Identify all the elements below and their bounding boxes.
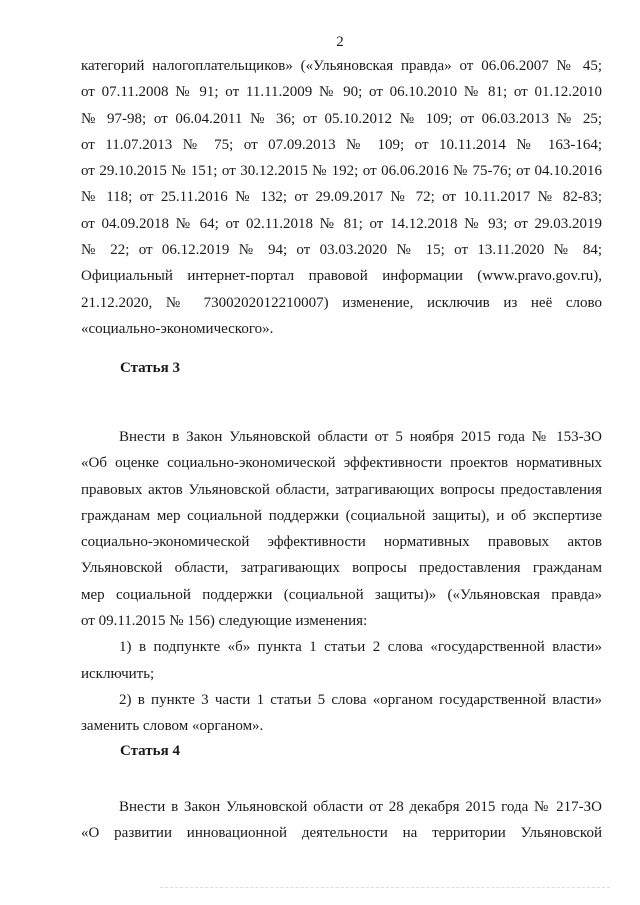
text-line: социально-экономической эффективности нормативных правовых актов [81, 534, 602, 551]
paragraph-amendment-article-2 [81, 53, 602, 342]
text-line: № 22; от 06.12.2019 № 94; от 03.03.2020 № 15; от 13.11.2020 № 84; [81, 242, 602, 259]
text-line: Внести в Закон Ульяновской области от 28 декабря 2015 года № 217-ЗО [119, 799, 602, 815]
text-line: мер социальной поддержки (социальной защиты)» («Ульяновская правда» [81, 586, 602, 603]
text-line: 2) в пункте 3 части 1 статьи 5 слова «органом государственной власти» [119, 691, 602, 708]
article-3-body [81, 424, 602, 740]
text-line: № 97-98; от 06.04.2011 № 36; от 05.10.2012 № 109; от 06.03.2013 № 25; [81, 110, 602, 127]
text-line: «социально-экономического». [81, 320, 274, 337]
text-line: Ульяновской области, затрагивающих вопросы предоставления гражданам [81, 560, 602, 577]
page-number: 2 [336, 34, 344, 50]
article-4-heading: Статья 4 [120, 743, 180, 759]
article-3-heading: Статья 3 [120, 360, 180, 376]
text-line: 1) в подпункте «б» пункта 1 статьи 2 слова «государственной власти» [119, 639, 602, 656]
text-line: № 118; от 25.11.2016 № 132; от 29.09.2017 № 72; от 10.11.2017 № 82-83; [81, 189, 602, 206]
text-line: «Об оценке социально-экономической эффективности проектов нормативных [81, 455, 602, 472]
text-line: от 09.11.2015 № 156) следующие изменения: [81, 613, 368, 630]
text-line: Внести в Закон Ульяновской области от 5 ноября 2015 года № 153-ЗО [119, 429, 602, 445]
article-4-body [81, 794, 602, 847]
text-line: категорий налогоплательщиков» («Ульяновская правда» от 06.06.2007 № 45; [81, 58, 602, 74]
text-line: от 07.11.2008 № 91; от 11.11.2009 № 90; от 06.10.2010 № 81; от 01.12.2010 [81, 84, 602, 101]
scan-artifact-line [160, 887, 610, 890]
text-line: от 04.09.2018 № 64; от 02.11.2018 № 81; от 14.12.2018 № 93; от 29.03.2019 [81, 215, 602, 232]
text-line: правовых актов Ульяновской области, затрагивающих вопросы предоставления [81, 481, 602, 498]
text-line: «О развитии инновационной деятельности на территории Ульяновской [81, 825, 602, 842]
text-line: заменить словом «органом». [81, 718, 264, 735]
text-line: исключить; [81, 665, 155, 682]
text-line: от 11.07.2013 № 75; от 07.09.2013 № 109; от 10.11.2014 № 163-164; [81, 136, 602, 153]
text-line: от 29.10.2015 № 151; от 30.12.2015 № 192; от 06.06.2016 № 75-76; от 04.10.2016 [81, 163, 602, 180]
text-line: 21.12.2020, № 7300202012210007) изменение, исключив из неё слово [81, 294, 602, 311]
text-line: гражданам мер социальной поддержки (социальной защиты), и об экспертизе [81, 507, 602, 524]
text-line: Официальный интернет-портал правовой информации (www.pravo.gov.ru), [81, 268, 602, 285]
